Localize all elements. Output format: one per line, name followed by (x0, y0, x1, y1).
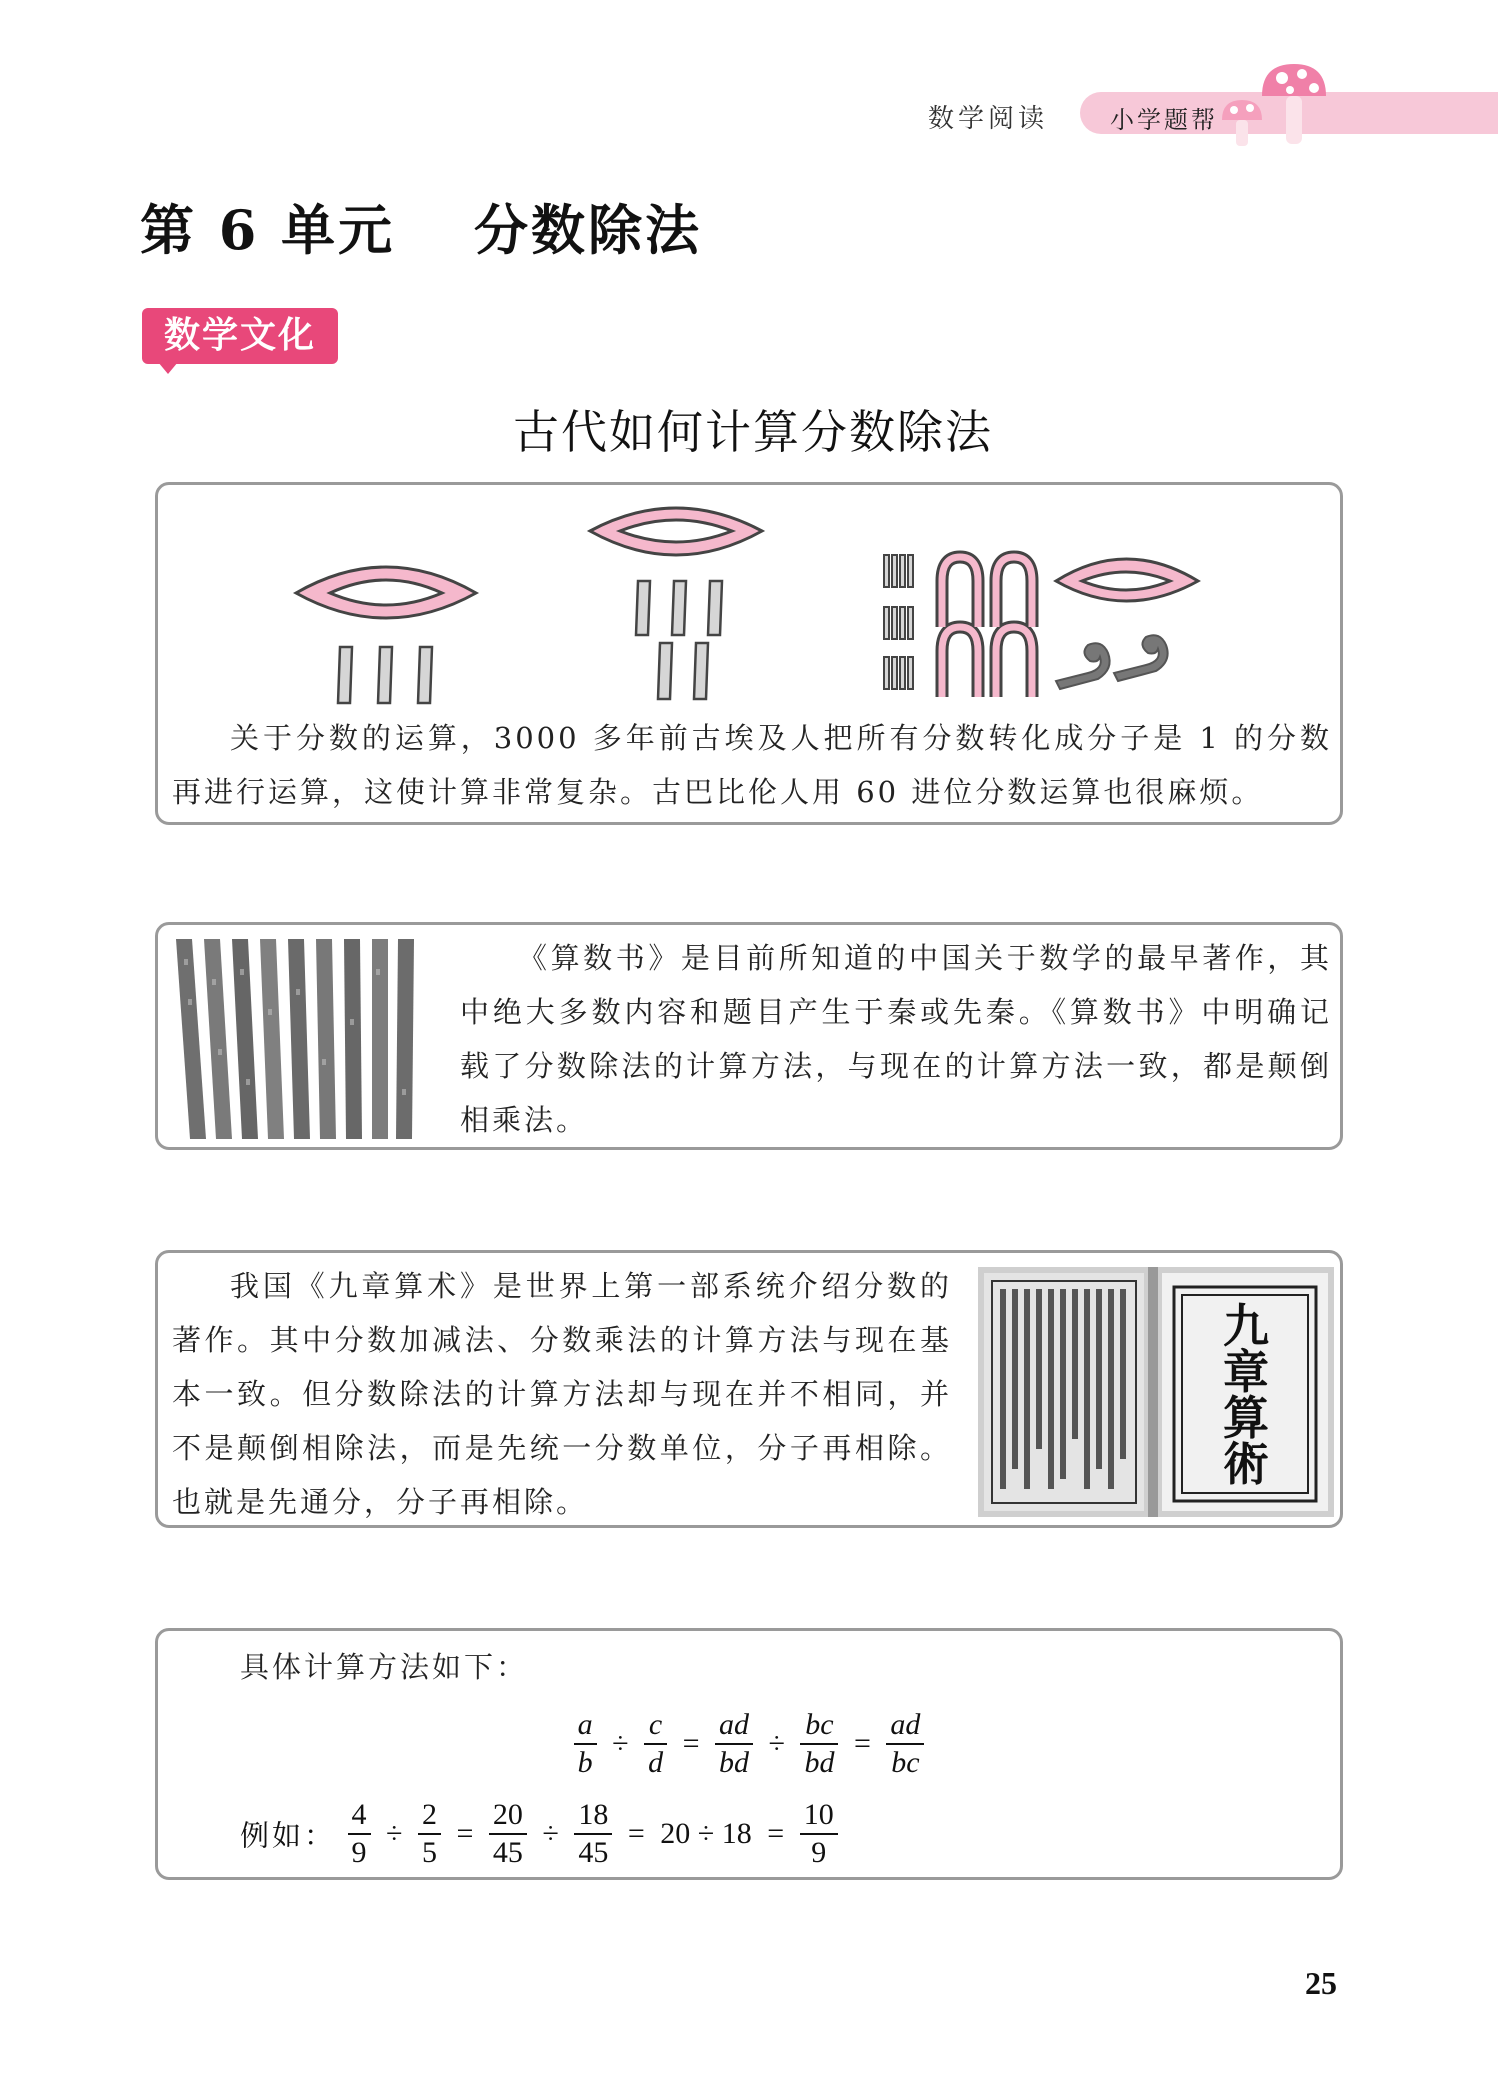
suanshushu-box (155, 922, 1343, 1150)
jiuzhang-box (155, 1250, 1343, 1528)
unit-title: 第 6 单元 分数除法 (140, 198, 702, 262)
equals-sign: = (767, 1817, 785, 1850)
page-number: 25 (1305, 1965, 1337, 2001)
suanshushu-paragraph: 《算数书》是目前所知道的中国关于数学的最早著作，其中绝大多数内容和题目产生于秦或先秦。《算数书》中明确记载了分数除法的计算方法，与现在的计算方法一致，都是颠倒相乘法。 (460, 941, 1332, 1137)
fraction-18-45: $\frac{18}{45}$ (574, 1797, 612, 1871)
fraction-4-9: $\frac{4}{9}$ (348, 1797, 371, 1871)
fraction-a-b: $\frac{a}{b}$ (574, 1707, 597, 1781)
section-tag: 数学文化 (142, 308, 338, 364)
equals-sign: = (627, 1817, 645, 1850)
fraction-ad-bd: $\frac{ad}{bd}$ (715, 1707, 753, 1781)
header-section-label: 数学阅读 (928, 104, 1049, 134)
divide-sign: ÷ (768, 1727, 785, 1760)
integer-division: 20 ÷ 18 (660, 1817, 752, 1850)
equals-sign: = (853, 1727, 871, 1760)
equals-sign: = (456, 1817, 474, 1850)
method-intro: 具体计算方法如下： (240, 1650, 529, 1684)
divide-sign: ÷ (386, 1817, 403, 1850)
section-tag-tail (158, 362, 178, 374)
book-cover-title: 九章算術 (1223, 1299, 1269, 1491)
method-box (155, 1628, 1343, 1880)
fraction-bc-bd: $\frac{bc}{bd}$ (800, 1707, 838, 1781)
fraction-ad-bc: $\frac{ad}{bc}$ (886, 1707, 924, 1781)
header-brand: 小学题帮 (1110, 106, 1218, 134)
equals-sign: = (682, 1727, 700, 1760)
example-formula (240, 1797, 842, 1871)
jiuzhang-book-image (978, 1267, 1334, 1517)
mushroom-icon (1218, 56, 1334, 148)
fraction-2-5: $\frac{2}{5}$ (418, 1797, 441, 1871)
egypt-paragraph: 关于分数的运算，3000 多年前古埃及人把所有分数转化成分子是 1 的分数再进行运算，这使计算非常复杂。古巴比伦人用 60 进位分数运算也很麻烦。 (172, 721, 1332, 809)
divide-sign: ÷ (542, 1817, 559, 1850)
divide-sign: ÷ (612, 1727, 629, 1760)
method-formula (158, 1707, 1340, 1781)
egyptian-fraction-glyphs (158, 485, 1340, 715)
article-title: 古代如何计算分数除法 (513, 405, 993, 459)
book-pages-illustration (978, 1267, 1334, 1517)
egypt-box (155, 482, 1343, 825)
fraction-10-9: $\frac{10}{9}$ (800, 1797, 838, 1871)
fraction-c-d: $\frac{c}{d}$ (644, 1707, 667, 1781)
bamboo-slips-image (172, 939, 424, 1139)
fraction-20-45: $\frac{20}{45}$ (489, 1797, 527, 1871)
example-label: 例如： (240, 1818, 337, 1853)
jiuzhang-paragraph: 我国《九章算术》是世界上第一部系统介绍分数的著作。其中分数加减法、分数乘法的计算方法与现在基本一致。但分数除法的计算方法却与现在并不相同，并不是颠倒相除法，而是先统一分数单位，分子再相除。也就是先通分，分子再相除。 (172, 1269, 952, 1519)
